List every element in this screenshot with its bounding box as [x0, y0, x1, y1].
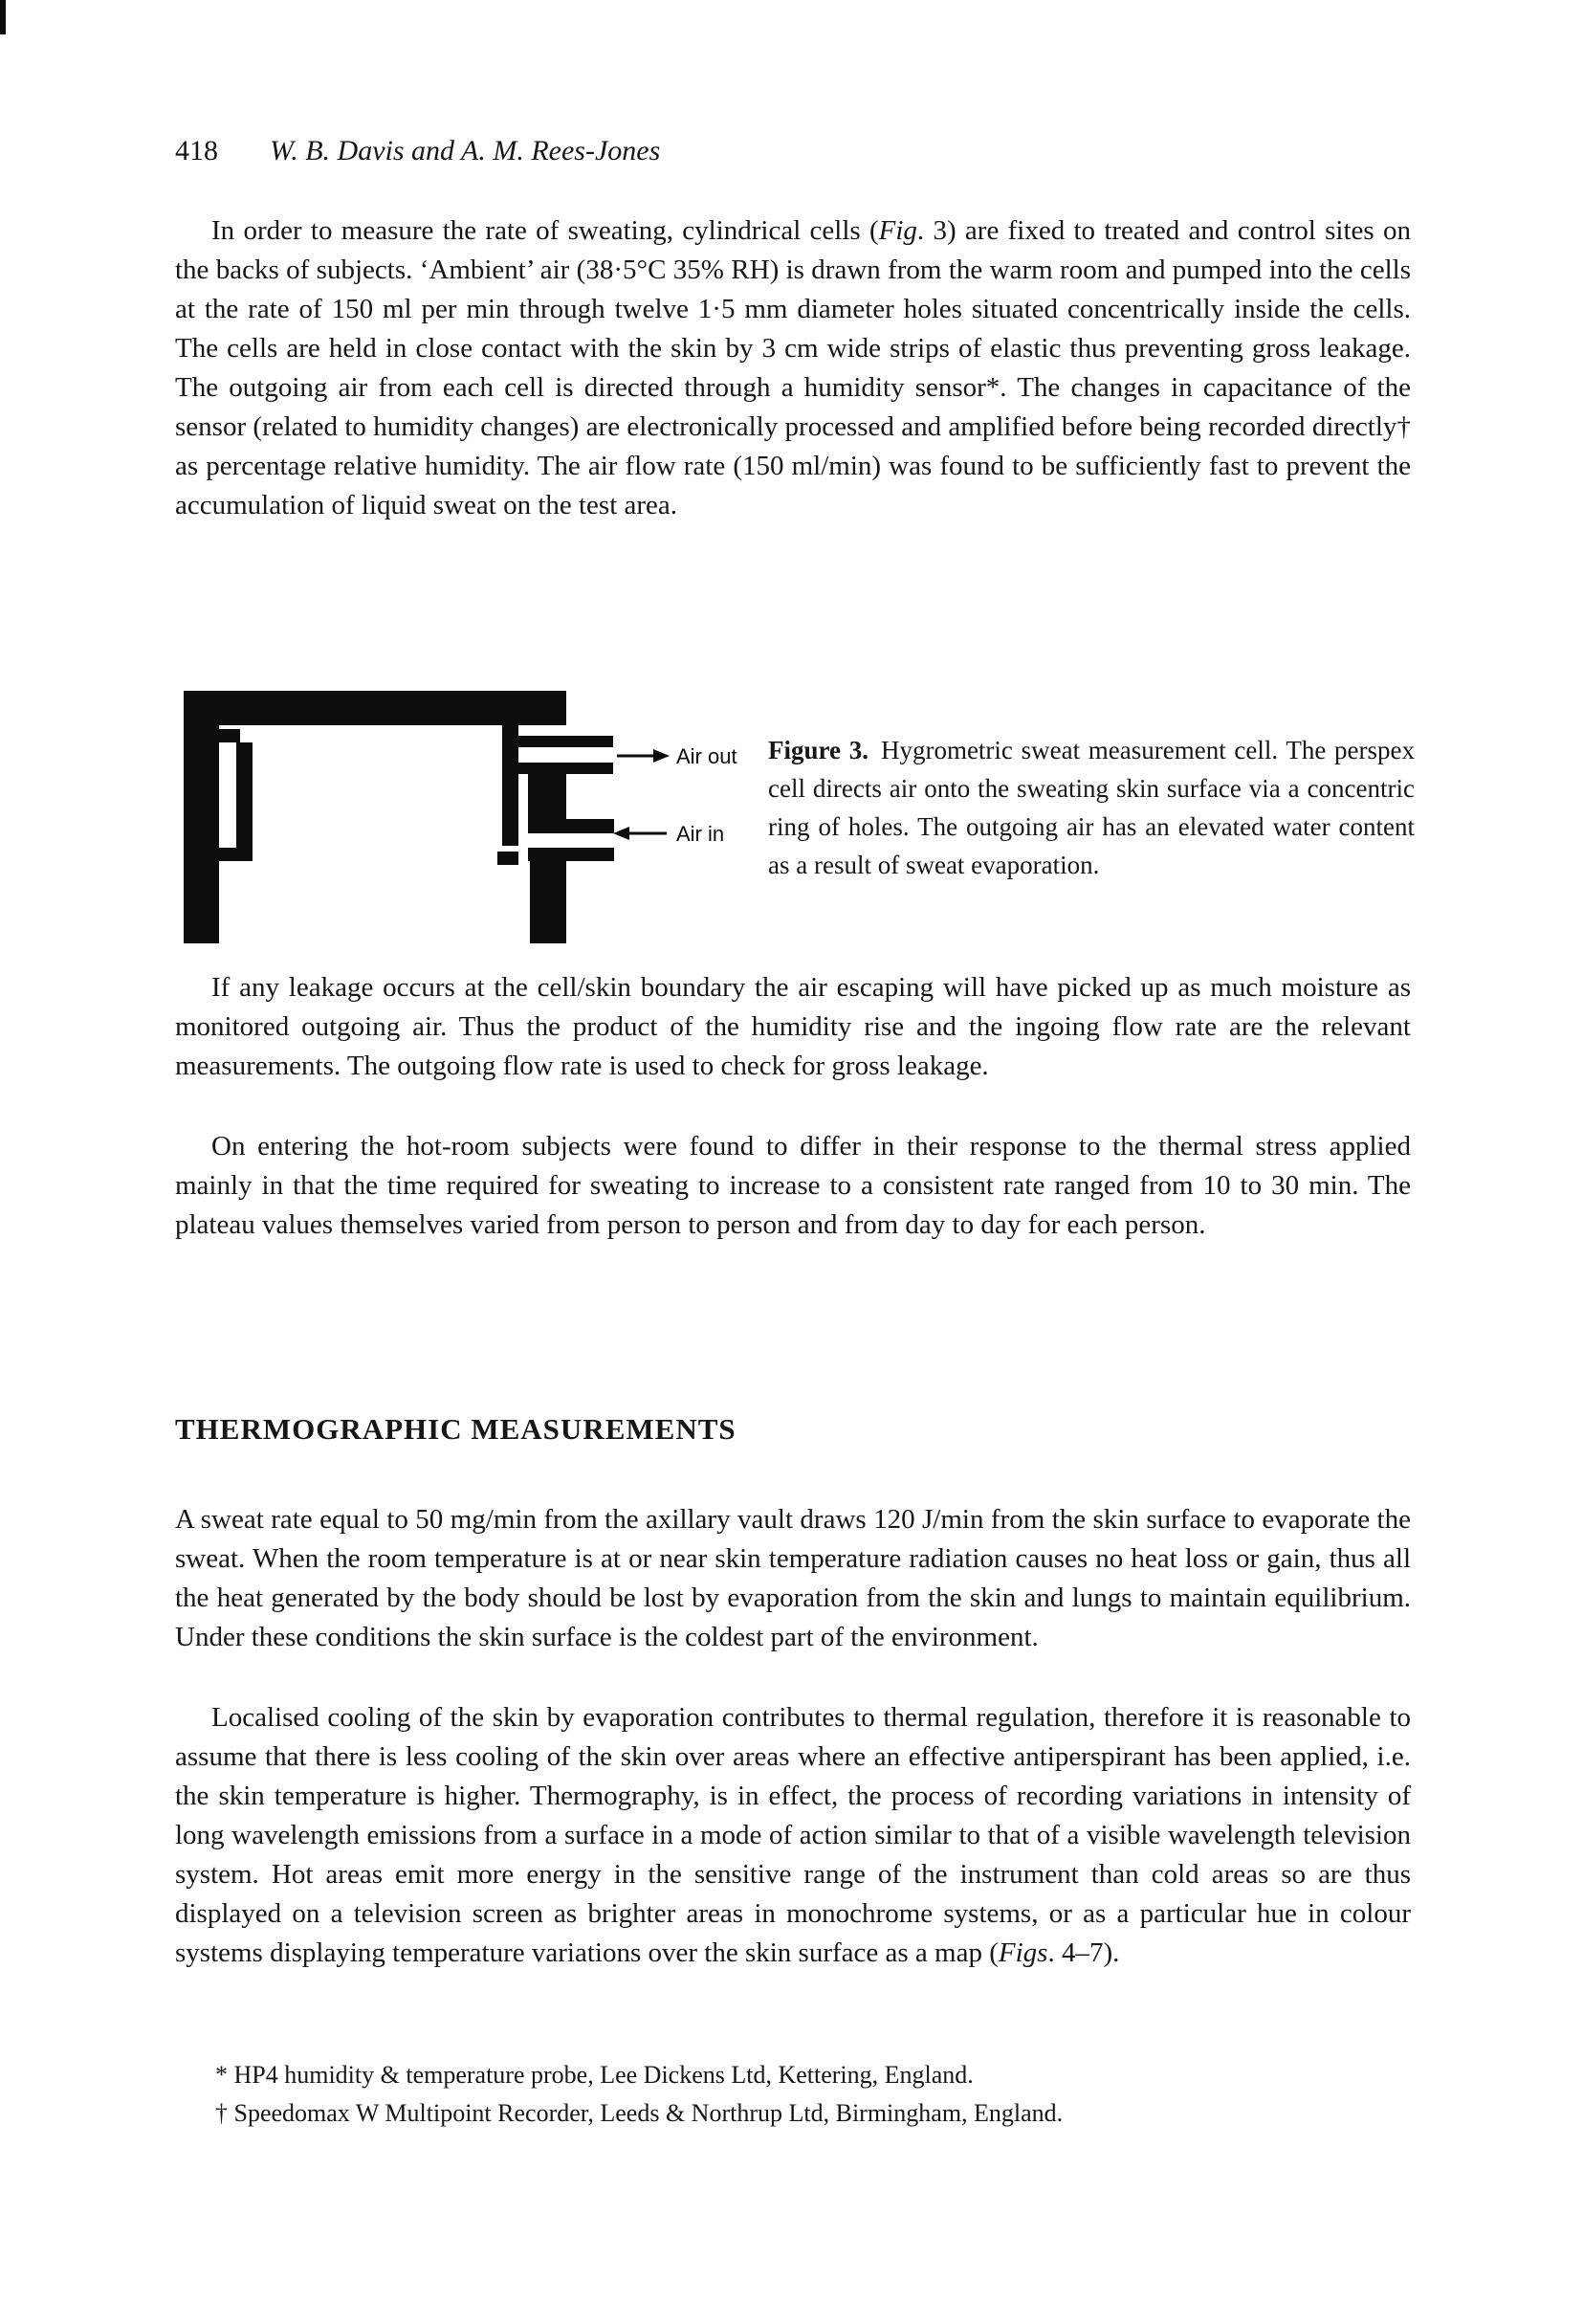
cell-right-wall [530, 857, 566, 943]
figure-caption-label: Figure 3. [768, 736, 868, 764]
paragraph-leakage: If any leakage occurs at the cell/skin boundary the air escaping will have picked up as much moisture as monitored outgoing air. Thus the product of the humidity rise and the ingoing flow rate are the relevant measurements. The outgoing flow rate is used to check for gross leakage. [175, 972, 1411, 1081]
air-in-annotation [613, 822, 724, 846]
figure-caption-text: Hygrometric sweat measurement cell. The perspex cell directs air onto the sweating skin surface via a concentric ring of holes. The outgoing air has an elevated water content as a result of sweat evaporation. [768, 736, 1415, 879]
running-header [175, 135, 660, 167]
air-in-tube [528, 819, 614, 833]
paragraph-hot-room: On entering the hot-room subjects were found to differ in their response to the thermal stress applied mainly in that the time required for sweating to increase to a consistent rate ranged from 10 to 30 min. The plateau values themselves varied from person to person and from day to day for each person. [175, 1131, 1411, 1240]
air-out-arrow-head [653, 749, 670, 763]
air-out-label: Air out [676, 744, 737, 768]
section-heading-thermographic: THERMOGRAPHIC MEASUREMENTS [175, 1412, 737, 1446]
paragraph-localised-cooling: Localised cooling of the skin by evaporation contributes to thermal regulation, therefore it is reasonable to assume that there is less cooling of the skin over areas where an effective antiperspirant has been applied, i.e. the skin temperature is higher. Thermography, is in effect, the process of recording variations in intensity of long wavelength emissions from a surface in a mode of action similar to that of a visible wavelength television system. Hot areas emit more energy in the sensitive range of the instrument than cold areas so are thus displayed on a television screen as brighter areas in monochrome systems, or as a particular hue in colour systems displaying temperature variations over the skin surface as a map (Figs. 4–7). [175, 1702, 1411, 1968]
air-out-tube [512, 736, 613, 747]
paragraph-sweat-measurement: In order to measure the rate of sweating, cylindrical cells (Fig. 3) are fixed to treated and control sites on the backs of subjects. ‘Ambient’ air (38·5°C 35% RH) is drawn from the warm room and pumped into the cells at the rate of 150 ml per min through twelve 1·5 mm diameter holes situated concentrically inside the cells. The cells are held in close contact with the skin by 3 cm wide strips of elastic thus preventing gross leakage. The outgoing air from each cell is directed through a humidity sensor*. The changes in capacitance of the sensor (related to humidity changes) are electronically processed and amplified before being recorded directly† as percentage relative humidity. The air flow rate (150 ml/min) was found to be sufficiently fast to prevent the accumulation of liquid sweat on the test area. [175, 215, 1411, 520]
cell-left-inner-wall [236, 742, 253, 861]
sweat-cell-cross-section [184, 691, 614, 943]
figure-3-diagram [175, 670, 768, 957]
page-number: 418 [175, 135, 218, 166]
air-in-label: Air in [676, 822, 725, 846]
footnote-recorder: † Speedomax W Multipoint Recorder, Leeds & Northrup Ltd, Birmingham, England. [215, 2099, 1064, 2127]
cell-left-wall [184, 691, 219, 943]
cell-top-wall [184, 691, 566, 725]
scan-edge-artifact [0, 0, 6, 34]
footnote-humidity-probe: * HP4 humidity & temperature probe, Lee Dickens Ltd, Kettering, England. [215, 2061, 974, 2089]
figure-3-caption [768, 731, 1415, 884]
air-out-annotation [617, 744, 737, 768]
paragraph-sweat-rate: A sweat rate equal to 50 mg/min from the axillary vault draws 120 J/min from the skin surface to evaporate the sweat. When the room temperature is at or near skin temperature radiation causes no heat loss or gain, thus all the heat generated by the body should be lost by evaporation from the skin and lungs to maintain equilibrium. Under these conditions the skin surface is the coldest part of the environment. [175, 1504, 1411, 1652]
air-in-arrow-head [613, 827, 629, 840]
running-authors: W. B. Davis and A. M. Rees-Jones [270, 135, 661, 166]
footnotes [215, 2056, 1420, 2133]
